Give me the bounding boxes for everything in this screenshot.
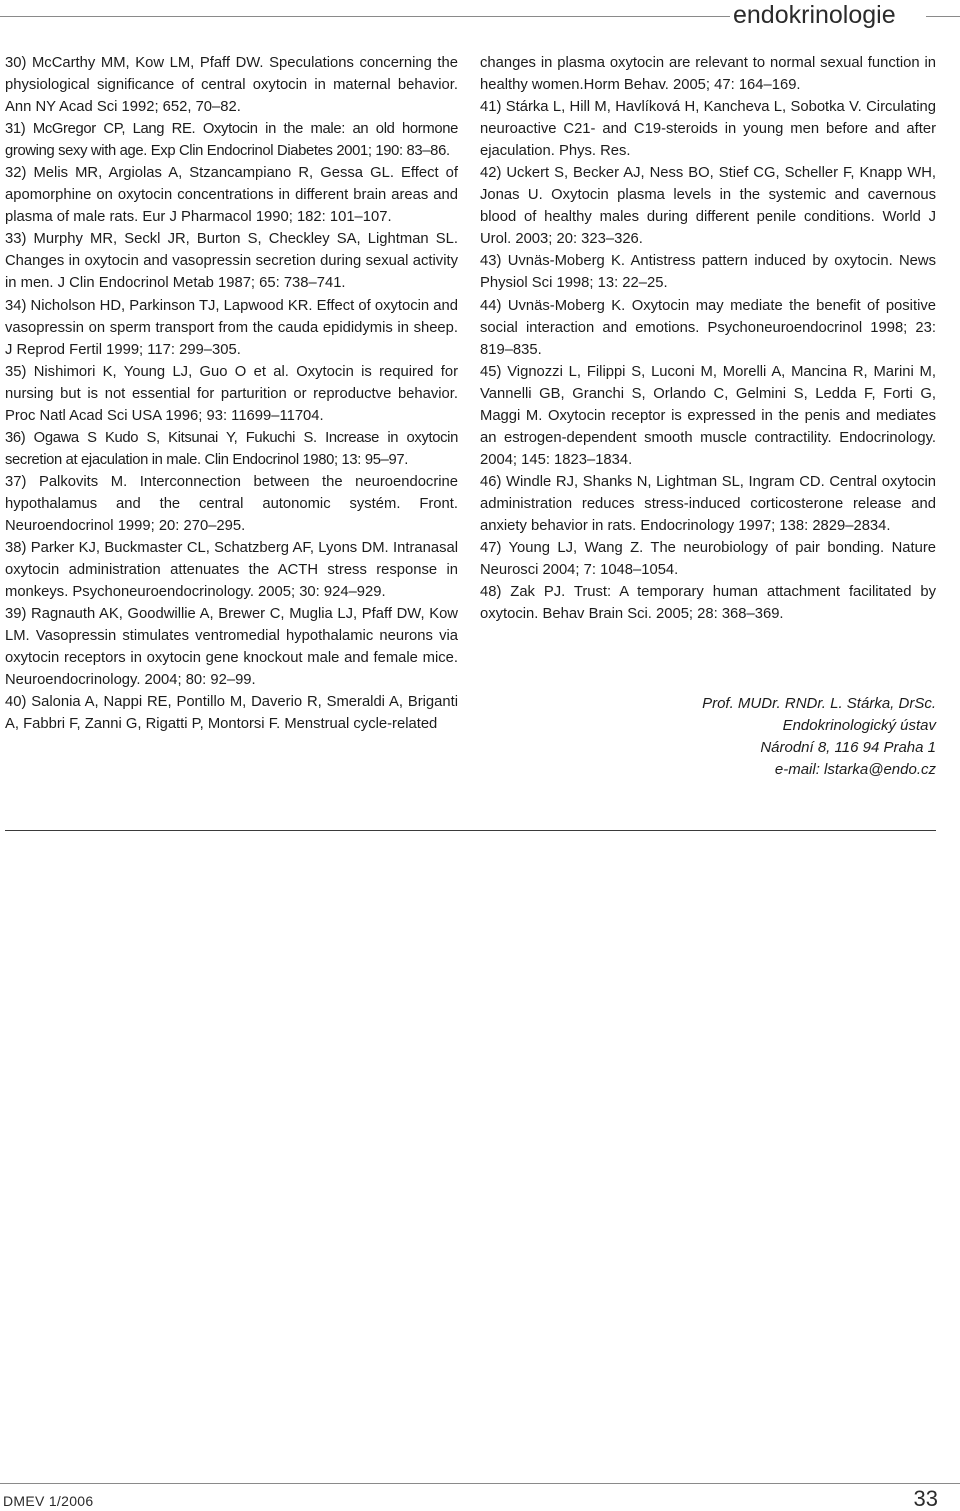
reference-item: 45) Vignozzi L, Filippi S, Luconi M, Morelli A, Mancina R, Marini M, Vannelli GB, Granchi S, Orlando C, Gelmini S, Ledda F, Forti G, Maggi M. Oxytocin receptor is expressed in the penis and mediates an estrogen-dependent smooth muscle contractility. Endocrinology. 2004; 145: 1823–1834. [480, 363, 936, 468]
reference-item: 31) McGregor CP, Lang RE. Oxytocin in the male: an old hormone growing sexy with age. Exp Clin Endocrinol Diabetes 2001; 190: 83–86. [5, 121, 458, 160]
section-title: endokrinologie [733, 1, 896, 29]
header-rule-right [926, 16, 960, 17]
page-header [0, 0, 960, 34]
page-number: 33 [913, 1486, 938, 1511]
author-signature [536, 693, 936, 781]
reference-item: 37) Palkovits M. Interconnection between the neuroendocrine hypothalamus and the central autonomic systém. Front. Neuroendocrinol 1999; 20: 270–295. [5, 473, 458, 534]
author-address: Národní 8, 116 94 Praha 1 [760, 739, 936, 756]
reference-item: 30) McCarthy MM, Kow LM, Pfaff DW. Speculations concerning the physiological significance of central oxytocin in maternal behavior. Ann NY Acad Sci 1992; 652, 70–82. [5, 55, 458, 116]
reference-item: 34) Nicholson HD, Parkinson TJ, Lapwood KR. Effect of oxytocin and vasopressin on sperm transport from the cauda epididymis in sheep. J Reprod Fertil 1999; 117: 299–305. [5, 297, 458, 358]
reference-item: 44) Uvnäs-Moberg K. Oxytocin may mediate the benefit of positive social interaction and emotions. Psychoneuroendocrinol 1998; 23: 819–835. [480, 297, 936, 358]
author-email[interactable]: e-mail: lstarka@endo.cz [774, 761, 936, 778]
reference-item: 32) Melis MR, Argiolas A, Stzancampiano R, Gessa GL. Effect of apomorphine on oxytocin concentrations in different brain areas and plasma of male rats. Eur J Pharmacol 1990; 182: 101–107. [5, 165, 458, 226]
author-institute: Endokrinologický ústav [782, 717, 936, 734]
reference-item: 33) Murphy MR, Seckl JR, Burton S, Checkley SA, Lightman SL. Changes in oxytocin and vasopressin secretion during sexual activity in men. J Clin Endocrinol Metab 1987; 65: 738–741. [5, 231, 458, 292]
header-rule [0, 16, 730, 17]
reference-item: 41) Stárka L, Hill M, Havlíková H, Kancheva L, Sobotka V. Circulating neuroactive C21- and C19-steroids in young men before and after ejaculation. Phys. Res. [480, 99, 936, 160]
content-end-rule [5, 830, 936, 831]
reference-item: 35) Nishimori K, Young LJ, Guo O et al. Oxytocin is required for nursing but is not essential for parturition or reproductve behavior. Proc Natl Acad Sci USA 1996; 93: 11699–11704. [5, 363, 458, 424]
left-column [5, 52, 458, 735]
footer-rule [0, 1483, 960, 1484]
reference-item: 47) Young LJ, Wang Z. The neurobiology of pair bonding. Nature Neurosci 2004; 7: 1048–1054. [480, 540, 936, 579]
reference-item: 39) Ragnauth AK, Goodwillie A, Brewer C, Muglia LJ, Pfaff DW, Kow LM. Vasopressin stimulates ventromedial hypothalamic neurons via oxytocin receptors in oxytocin gene knockout male and female mice. Neuroendocrinology. 2004; 80: 92–99. [5, 606, 458, 689]
author-name: Prof. MUDr. RNDr. L. Stárka, DrSc. [702, 695, 936, 712]
reference-item: 38) Parker KJ, Buckmaster CL, Schatzberg AF, Lyons DM. Intranasal oxytocin administration attenuates the ACTH stress response in monkeys. Psychoneuroendocrinology. 2005; 30: 924–929. [5, 540, 458, 601]
reference-item: 42) Uckert S, Becker AJ, Ness BO, Stief CG, Scheller F, Knapp WH, Jonas U. Oxytocin plasma levels in the systemic and cavernous blood of healthy males during different penile conditions. World J Urol. 2003; 20: 323–326. [480, 165, 936, 248]
journal-issue: DMEV 1/2006 [3, 1493, 94, 1509]
reference-item: 36) Ogawa S Kudo S, Kitsunai Y, Fukuchi S. Increase in oxytocin secretion at ejaculation in male. Clin Endocrinol 1980; 13: 95–97. [5, 429, 458, 468]
right-column [480, 52, 936, 625]
reference-item: changes in plasma oxytocin are relevant to normal sexual function in healthy women.Horm Behav. 2005; 47: 164–169. [480, 55, 936, 94]
reference-item: 46) Windle RJ, Shanks N, Lightman SL, Ingram CD. Central oxytocin administration reduces stress-induced corticosterone release and anxiety behavior in rats. Endocrinology 1997; 138: 2829–2834. [480, 473, 936, 534]
reference-item: 48) Zak PJ. Trust: A temporary human attachment facilitated by oxytocin. Behav Brain Sci. 2005; 28: 368–369. [480, 584, 936, 623]
reference-item: 40) Salonia A, Nappi RE, Pontillo M, Daverio R, Smeraldi A, Briganti A, Fabbri F, Zanni G, Rigatti P, Montorsi F. Menstrual cycle-related [5, 694, 458, 733]
reference-item: 43) Uvnäs-Moberg K. Antistress pattern induced by oxytocin. News Physiol Sci 1998; 13: 22–25. [480, 253, 936, 292]
